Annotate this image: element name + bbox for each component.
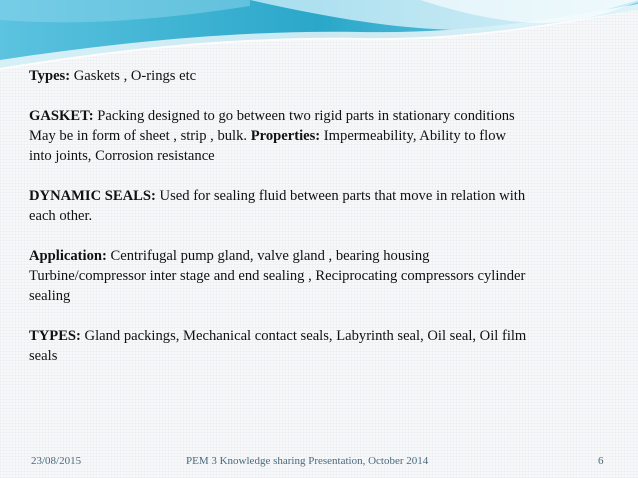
application-text: Centrifugal pump gland, valve gland , bearing housing (106, 248, 430, 264)
properties-text: Impermeability, Ability to flow (320, 128, 507, 144)
dynamic-seals-continued: each other. (29, 208, 93, 224)
gasket-form-text: May be in form of sheet , strip , bulk. (29, 128, 251, 144)
types-paragraph (29, 66, 589, 86)
gasket-paragraph (29, 106, 589, 166)
dynamic-seals-text: Used for sealing fluid between parts that move in relation with (155, 188, 526, 204)
slide-body (29, 66, 589, 386)
application-line-2: Turbine/compressor inter stage and end sealing , Reciprocating compressors cylinder (29, 268, 526, 284)
slide-footer (0, 452, 638, 472)
types-label: Types: (29, 68, 71, 84)
gasket-properties-continued: into joints, Corrosion resistance (29, 148, 215, 164)
dynamic-seals-label: DYNAMIC SEALS: (29, 188, 156, 204)
application-paragraph (29, 246, 589, 306)
seal-types-label: TYPES: (29, 328, 81, 344)
gasket-text: Packing designed to go between two rigid parts in stationary conditions (93, 108, 515, 124)
header-wave-decoration (0, 0, 638, 72)
footer-page-number: 6 (598, 455, 604, 467)
gasket-label: GASKET: (29, 108, 94, 124)
footer-presentation-title: PEM 3 Knowledge sharing Presentation, October 2014 (186, 455, 429, 467)
seal-types-paragraph (29, 326, 589, 366)
application-line-3: sealing (29, 288, 71, 304)
seal-types-continued: seals (29, 348, 58, 364)
footer-date: 23/08/2015 (31, 455, 82, 467)
properties-label: Properties: (250, 128, 321, 144)
dynamic-seals-paragraph (29, 186, 589, 226)
types-text: Gaskets , O-rings etc (70, 68, 197, 84)
seal-types-text: Gland packings, Mechanical contact seals, Labyrinth seal, Oil seal, Oil film (80, 328, 527, 344)
application-label: Application: (29, 248, 107, 264)
